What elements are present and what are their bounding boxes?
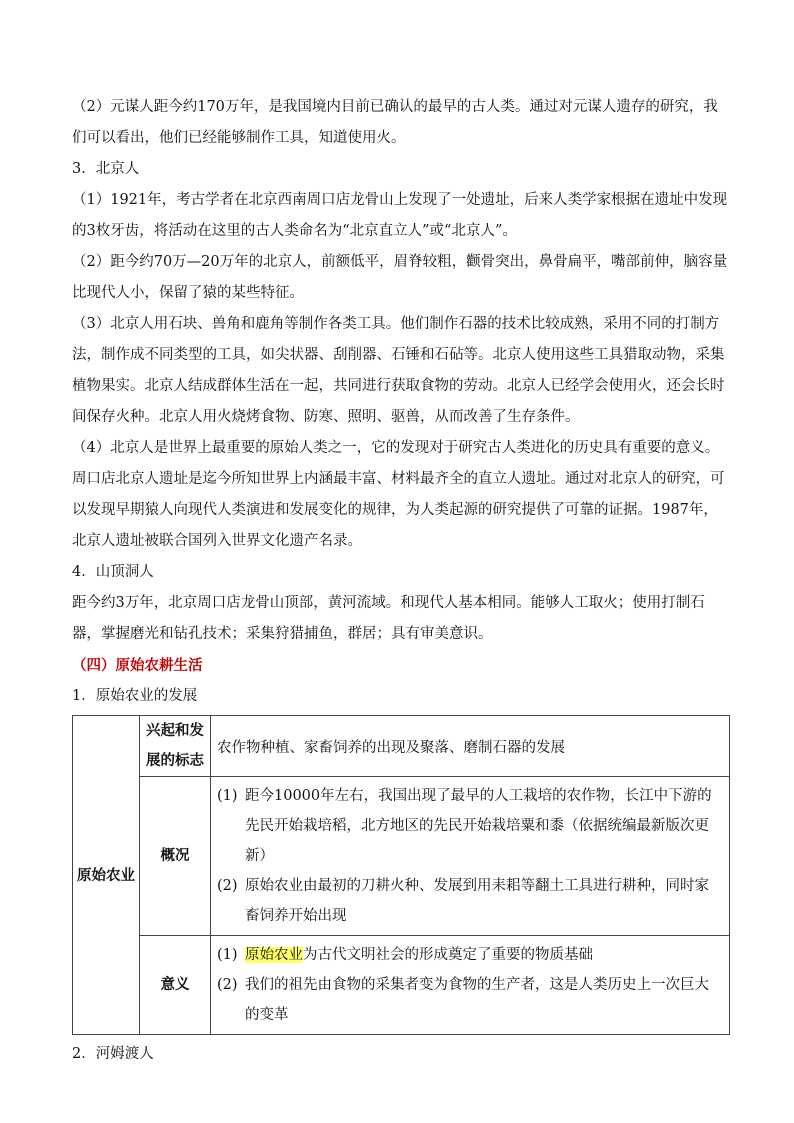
item-number: (1)	[217, 788, 238, 804]
row-content-overview	[211, 777, 730, 936]
item-number: (2)	[217, 977, 238, 993]
heading-hemudu: 2．河姆渡人	[72, 1046, 154, 1062]
heading-upper-cave-man: 4．山顶洞人	[72, 564, 154, 580]
row-label-origin: 兴起和发展的标志	[140, 716, 211, 777]
list-item	[217, 781, 723, 871]
table-row	[73, 716, 730, 777]
item-text-wrapper	[245, 940, 723, 970]
row-content-meaning	[211, 936, 730, 1035]
paragraph-discovery: （1）1921年，考古学者在北京西南周口店龙骨山上发现了一处遗址，后来人类学家根据在遗址中发现的3枚牙齿，将活动在这里的古人类命名为“北京直立人”或“北京人”。	[72, 192, 728, 239]
table-row	[73, 777, 730, 936]
paragraph-yuanmou: （2）元谋人距今约170万年，是我国境内目前已确认的最早的古人类。通过对元谋人遗存的研究，我们可以看出，他们已经能够制作工具，知道使用火。	[72, 99, 718, 146]
item-number: (2)	[217, 878, 238, 894]
list-item	[217, 940, 723, 970]
list-item	[217, 970, 723, 1030]
paragraph-tools: （3）北京人用石块、兽角和鹿角等制作各类工具。他们制作石器的技术比较成熟，采用不同的打制方法，制作成不同类型的工具，如尖状器、刮削器、石锤和石砧等。北京人使用这些工具猎取动物，采集植物果实。北京人结成群体生活在一起，共同进行获取食物的劳动。北京人已经学会使用火，还会长时间保存火种。北京人用火烧烤食物、防寒、照明、驱兽，从而改善了生存条件。	[72, 316, 725, 425]
heading-beijing-man: 3．北京人	[72, 161, 140, 177]
item-number: (1)	[217, 947, 238, 963]
item-text: 距今10000年左右，我国出现了最早的人工栽培的农作物，长江中下游的先民开始栽培稻，北方地区的先民开始栽培粟和黍（依据统编最新版次更新）	[245, 788, 712, 864]
item-text: 我们的祖先由食物的采集者变为食物的生产者，这是人类历史上一次巨大的变革	[245, 977, 709, 1023]
row-label-meaning: 意义	[140, 936, 211, 1035]
table-main-label: 原始农业	[73, 716, 140, 1035]
paragraph-upper-cave: 距今约3万年，北京周口店龙骨山顶部，黄河流域。和现代人基本相同。能够人工取火；使用打制石器，掌握磨光和钻孔技术；采集狩猎捕鱼，群居；具有审美意识。	[72, 595, 705, 642]
item-text: 为古代文明社会的形成奠定了重要的物质基础	[303, 947, 593, 963]
list-item	[217, 871, 723, 931]
paragraph-features: （2）距今约70万—20万年的北京人，前额低平，眉脊较粗，颧骨突出，鼻骨扁平，嘴部前伸，脑容量比现代人小，保留了猿的某些特征。	[72, 254, 728, 301]
table-row	[73, 936, 730, 1035]
section-heading: （四）原始农耕生活	[72, 657, 203, 674]
highlighted-text: 原始农业	[245, 947, 303, 963]
paragraph-significance: （4）北京人是世界上最重要的原始人类之一，它的发现对于研究古人类进化的历史具有重要的意义。周口店北京人遗址是迄今所知世界上内涵最丰富、材料最齐全的直立人遗址。通过对北京人的研究，可以发现早期猿人向现代人类演进和发展变化的规律，为人类起源的研究提供了可靠的证据。1987年，北京人遗址被联合国列入世界文化遗产名录。	[72, 440, 725, 549]
heading-agriculture: 1．原始农业的发展	[72, 688, 198, 704]
item-text: 原始农业由最初的刀耕火种、发展到用耒耜等翻土工具进行耕种，同时家畜饲养开始出现	[245, 878, 709, 924]
row-content-origin: 农作物种植、家畜饲养的出现及聚落、磨制石器的发展	[211, 716, 730, 777]
document-page	[72, 92, 732, 1070]
row-label-overview: 概况	[140, 777, 211, 936]
agriculture-table	[72, 715, 730, 1035]
